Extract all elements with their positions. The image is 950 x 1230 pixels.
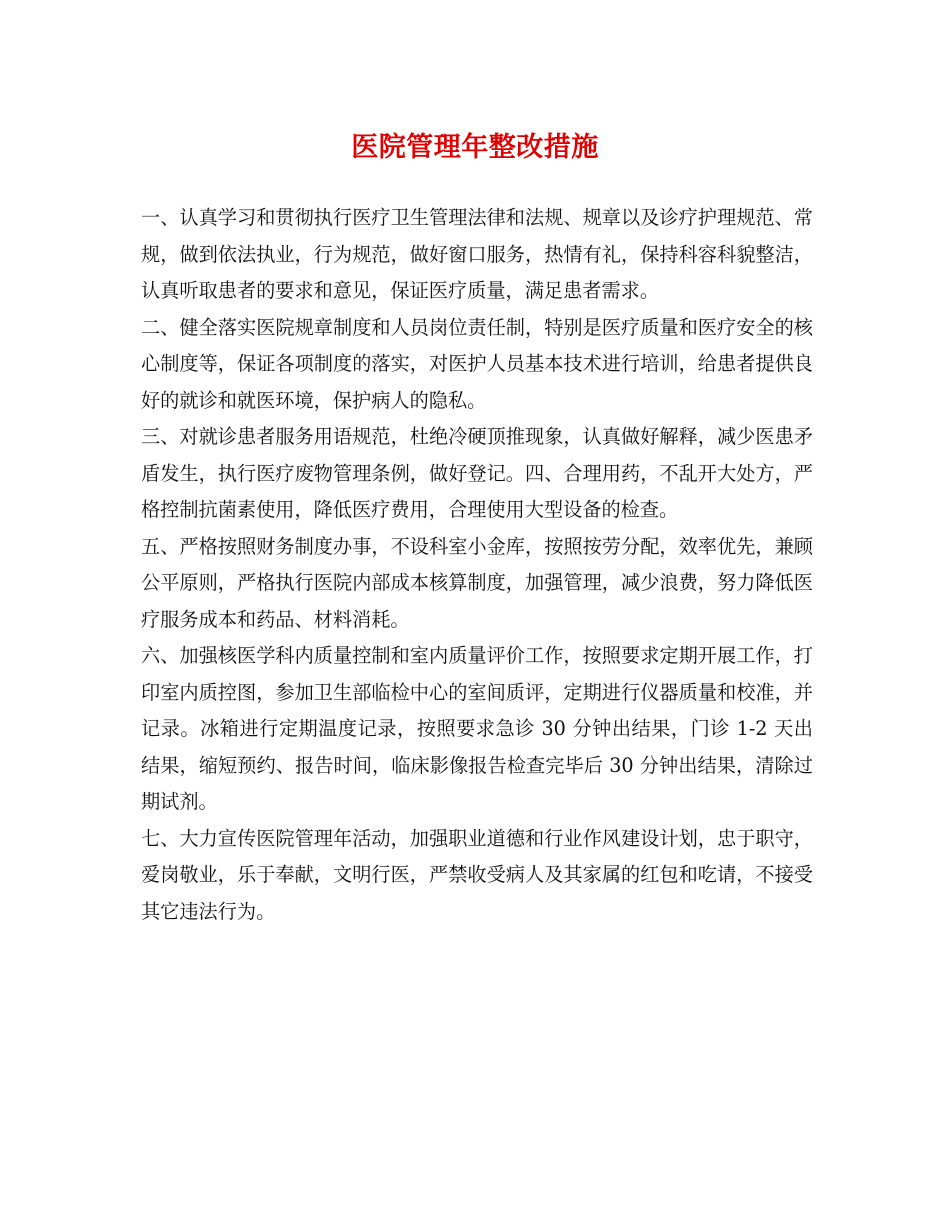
document-body bbox=[141, 200, 813, 930]
paragraph-4: 五、严格按照财务制度办事，不设科室小金库，按照按劳分配，效率优先，兼顾公平原则，严格执行医院内部成本核算制度，加强管理，减少浪费，努力降低医疗服务成本和药品、材料消耗。 bbox=[141, 534, 813, 631]
paragraph-6: 七、大力宣传医院管理年活动，加强职业道德和行业作风建设计划，忠于职守，爱岗敬业，乐于奉献，文明行医，严禁收受病人及其家属的红包和吃请，不接受其它违法行为。 bbox=[141, 826, 813, 923]
paragraph-5: 六、加强核医学科内质量控制和室内质量评价工作，按照要求定期开展工作，打印室内质控图，参加卫生部临检中心的室间质评，定期进行仪器质量和校准，并记录。冰箱进行定期温度记录，按照要求急诊 30 分钟出结果，门诊 1-2 天出结果，缩短预约、报告时间，临床影像报告检查完毕后 30 分钟出结果，清除过期试剂。 bbox=[141, 644, 813, 813]
document-title: 医院管理年整改措施 bbox=[351, 132, 599, 163]
paragraph-3: 三、对就诊患者服务用语规范，杜绝冷硬顶推现象，认真做好解释，减少医患矛盾发生，执行医疗废物管理条例，做好登记。四、合理用药，不乱开大处方，严格控制抗菌素使用，降低医疗费用，合理使用大型设备的检查。 bbox=[141, 425, 813, 521]
paragraph-2: 二、健全落实医院规章制度和人员岗位责任制，特别是医疗质量和医疗安全的核心制度等，保证各项制度的落实，对医护人员基本技术进行培训，给患者提供良好的就诊和就医环境，保护病人的隐私。 bbox=[141, 315, 813, 412]
paragraph-1: 一、认真学习和贯彻执行医疗卫生管理法律和法规、规章以及诊疗护理规范、常规，做到依法执业，行为规范，做好窗口服务，热情有礼，保持科容科貌整洁，认真听取患者的要求和意见，保证医疗质量，满足患者需求。 bbox=[141, 206, 813, 302]
